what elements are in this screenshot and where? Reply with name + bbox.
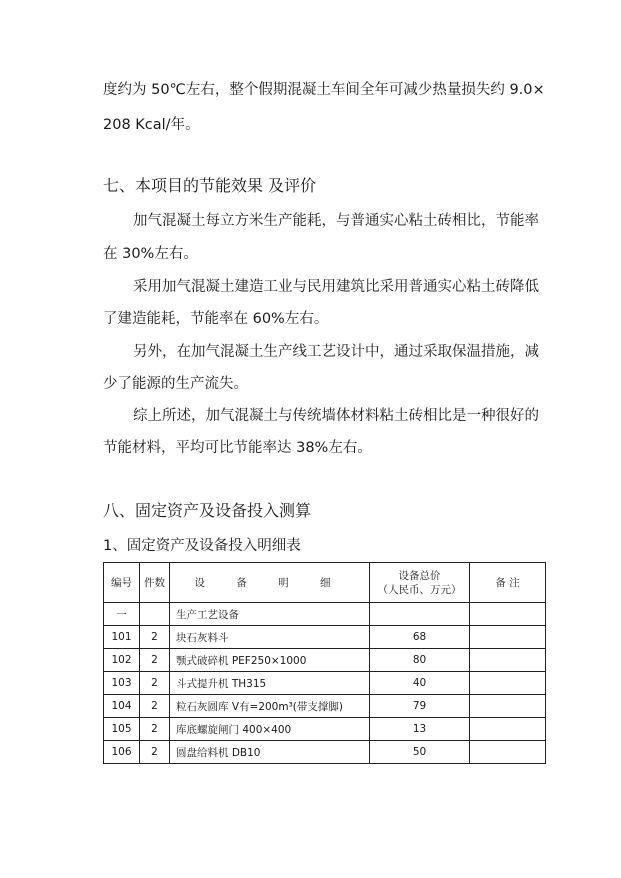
para2-line2: 在 30%左右。 — [103, 246, 198, 262]
cell-price: 50 — [370, 741, 470, 764]
cell-note — [470, 672, 546, 695]
para4-line2: 少了能源的生产流失。 — [103, 376, 248, 392]
cell-code: 102 — [104, 649, 140, 672]
para5-line2: 节能材料，平均可比节能率达 38%左右。 — [103, 440, 372, 456]
cell-price: 68 — [370, 626, 470, 649]
cell-price: 13 — [370, 718, 470, 741]
cell-qty: 2 — [140, 672, 170, 695]
header-price — [370, 563, 470, 603]
para5-line1: 综上所述，加气混凝土与传统墙体材料粘土砖相比是一种很好的 — [133, 408, 539, 424]
table-row — [104, 603, 546, 626]
subsection1-heading: 1、固定资产及设备投入明细表 — [103, 538, 301, 554]
cell-name: 块石灰料斗 — [170, 626, 370, 649]
cell-code: 104 — [104, 695, 140, 718]
cell-price: 40 — [370, 672, 470, 695]
header-code: 编号 — [104, 563, 140, 603]
cell-name: 斗式提升机 TH315 — [170, 672, 370, 695]
section7-heading: 七、本项目的节能效果 及评价 — [103, 176, 317, 195]
table-row — [104, 718, 546, 741]
cell-note — [470, 649, 546, 672]
cell-note — [470, 718, 546, 741]
table-row — [104, 695, 546, 718]
cell-qty: 2 — [140, 649, 170, 672]
cell-note — [470, 695, 546, 718]
cell-price: 80 — [370, 649, 470, 672]
cell-price: 79 — [370, 695, 470, 718]
para1-line1: 度约为 50℃左右，整个假期混凝土车间全年可减少热量损失约 9.0× — [103, 82, 545, 98]
cell-code: 101 — [104, 626, 140, 649]
para3-line2: 了建造能耗，节能率在 60%左右。 — [103, 311, 329, 327]
header-name — [170, 563, 370, 603]
cell-qty: 2 — [140, 695, 170, 718]
cell-code: 103 — [104, 672, 140, 695]
cell-name: 生产工艺设备 — [170, 603, 370, 626]
header-price-line2: （人民币、万元） — [377, 583, 462, 596]
cell-note — [470, 603, 546, 626]
cell-note — [470, 741, 546, 764]
cell-name: 库底螺旋闸门 400×400 — [170, 718, 370, 741]
cell-name: 圆盘给料机 DB10 — [170, 741, 370, 764]
header-price-line1: 设备总价 — [398, 569, 441, 582]
cell-code: 105 — [104, 718, 140, 741]
header-note: 备 注 — [470, 563, 546, 603]
section8-heading: 八、固定资产及设备投入测算 — [103, 501, 312, 520]
cell-name: 粒石灰圆库 V有=200m³(带支撑脚) — [170, 695, 370, 718]
table-row — [104, 741, 546, 764]
para3-line1: 采用加气混凝土建造工业与民用建筑比采用普通实心粘土砖降低 — [133, 279, 539, 295]
cell-code: 106 — [104, 741, 140, 764]
cell-note — [470, 626, 546, 649]
cell-price — [370, 603, 470, 626]
cell-qty: 2 — [140, 718, 170, 741]
header-qty: 件数 — [140, 563, 170, 603]
para2-line1: 加气混凝土每立方米生产能耗，与普通实心粘土砖相比，节能率 — [133, 213, 539, 229]
cell-code: 一 — [104, 603, 140, 626]
cell-qty: 2 — [140, 626, 170, 649]
para4-line1: 另外，在加气混凝土生产线工艺设计中，通过采取保温措施，减 — [133, 344, 539, 360]
header-name-label: 设 备 明 细 — [194, 576, 345, 589]
cell-name: 颚式破碎机 PEF250×1000 — [170, 649, 370, 672]
table-header-row — [104, 563, 546, 603]
equipment-table — [103, 562, 546, 764]
table-row — [104, 672, 546, 695]
table-row — [104, 649, 546, 672]
table-row — [104, 626, 546, 649]
cell-qty: 2 — [140, 741, 170, 764]
para1-line2: 208 Kcal/年。 — [103, 117, 200, 133]
cell-qty — [140, 603, 170, 626]
